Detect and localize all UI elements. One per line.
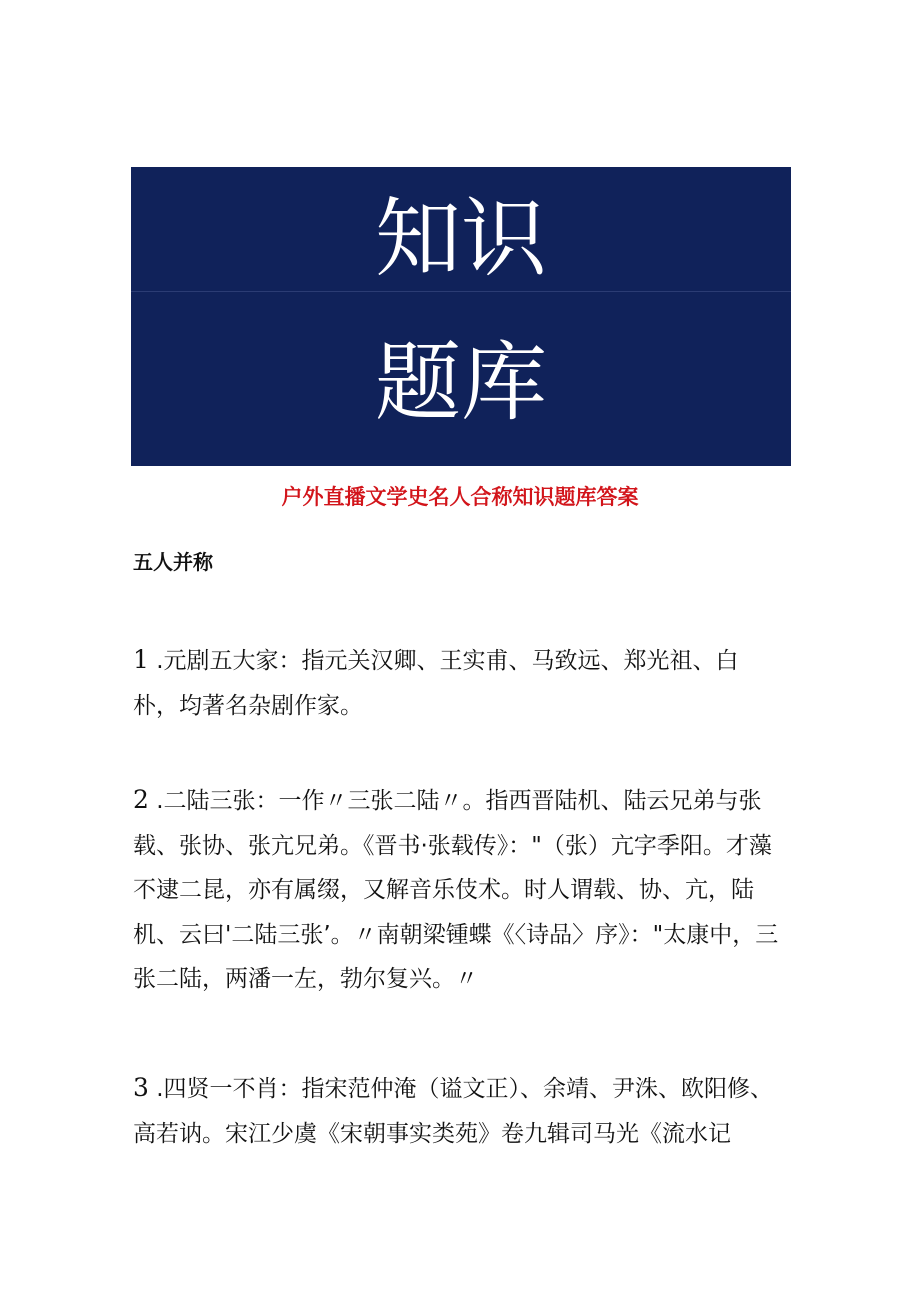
list-item bbox=[133, 778, 783, 1002]
document-subtitle: 户外直播文学史名人合称知识题库答案 bbox=[281, 485, 639, 509]
section-heading: 五人并称 bbox=[133, 550, 213, 574]
item-text: .四贤一不肖：指宋范仲淹（谥文正）、余靖、尹洙、欧阳修、高若讷。宋江少虞《宋朝事实类苑》卷九辑司马光《流水记 bbox=[133, 1076, 774, 1147]
banner-title-line-1: 知识 bbox=[375, 189, 547, 289]
list-item bbox=[133, 638, 783, 728]
item-text: .元剧五大家：指元关汉卿、王实甫、马致远、郑光祖、白朴，均著名杂剧作家。 bbox=[133, 648, 739, 719]
item-number: 1 bbox=[133, 645, 149, 674]
banner-title-line-2: 题库 bbox=[375, 333, 547, 433]
item-text: .二陆三张：一作〃三张二陆〃。指西晋陆机、陆云兄弟与张载、张协、张亢兄弟。《晋书·张载传》："（张）亢字季阳。才藻不逮二昆，亦有属缀，又解音乐伎术。时人谓载、协、亢，陆机、云曰'二陆三张’。〃南朝梁锺蝶《〈诗品〉序》："太康中，三张二陆，两潘一左，勃尔复兴。〃 bbox=[133, 788, 779, 992]
title-banner bbox=[131, 167, 791, 466]
item-number: 2 bbox=[133, 785, 149, 814]
banner-divider bbox=[131, 291, 791, 292]
list-item bbox=[133, 1066, 783, 1156]
item-number: 3 bbox=[133, 1073, 149, 1102]
